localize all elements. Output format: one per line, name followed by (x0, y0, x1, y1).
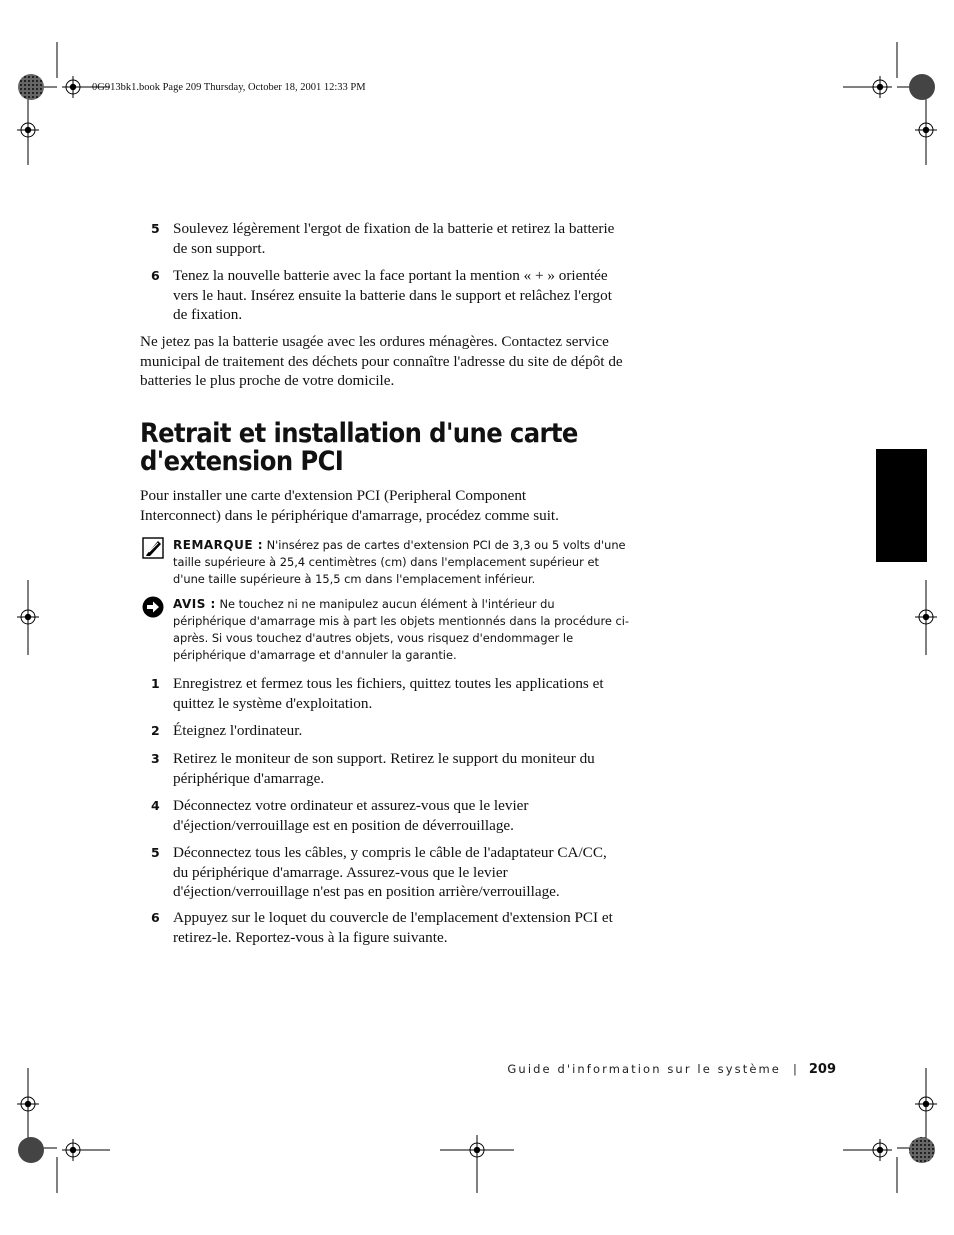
note-text: N'insérez pas de cartes d'extension PCI de 3,3 ou 5 volts d'une taille supérieure à 25,4 centimètres (cm) dans l'emplacement supérieur et d'une taille supérieure à 15,5 cm dans l'emplacement inférieur. (173, 538, 626, 586)
arrow-circle-icon (142, 596, 164, 618)
section-heading: Retrait et installation d'une carte d'extension PCI (140, 418, 578, 477)
step-number: 5 (151, 221, 160, 236)
step-text: Éteignez l'ordinateur. (173, 722, 303, 739)
note-callout (140, 537, 630, 588)
notice-text: Ne touchez ni ne manipulez aucun élément à l'intérieur du périphérique d'amarrage mis à part les objets mentionnés dans la procédure ci-après. Si vous touchez d'autres objets, vous risquez d'endommager le périphérique d'amarrage et d'annuler la garantie. (173, 597, 630, 662)
pencil-note-icon (142, 537, 164, 559)
step-text: Appuyez sur le loquet du couvercle de l'emplacement d'extension PCI et retirez-le. Reportez-vous à la figure suivante. (173, 909, 613, 946)
chapter-thumb-tab (876, 449, 927, 562)
page-footer (480, 1062, 836, 1077)
footer-separator: | (792, 1062, 797, 1076)
step-text: Enregistrez et fermez tous les fichiers, quittez toutes les applications et quittez le système d'exploitation. (173, 675, 604, 712)
list-item (140, 674, 620, 713)
list-item (140, 721, 620, 741)
step-number: 2 (151, 723, 160, 738)
print-header-info: 0G913bk1.book Page 209 Thursday, October 18, 2001 12:33 PM (92, 82, 366, 93)
note-label: REMARQUE : (173, 538, 264, 552)
step-number: 5 (151, 845, 160, 860)
step-text: Retirez le moniteur de son support. Retirez le support du moniteur du périphérique d'amarrage. (173, 750, 595, 787)
step-number: 6 (151, 268, 160, 283)
step-number: 1 (151, 676, 160, 691)
list-item (140, 843, 620, 902)
page-number: 209 (808, 1062, 836, 1077)
step-text: Déconnectez tous les câbles, y compris le câble de l'adaptateur CA/CC, du périphérique d'amarrage. Assurez-vous que le levier d'éjection/verrouillage n'est pas en position arrière/verrouillage. (173, 844, 607, 900)
step-number: 6 (151, 910, 160, 925)
step-number: 3 (151, 751, 160, 766)
list-item (140, 796, 620, 835)
footer-title: Guide d'information sur le système (507, 1062, 781, 1076)
step-text: Tenez la nouvelle batterie avec la face portant la mention « + » orientée vers le haut. Insérez ensuite la batterie dans le support et relâchez l'ergot de fixation. (173, 267, 612, 323)
notice-callout (140, 596, 630, 664)
step-text: Déconnectez votre ordinateur et assurez-vous que le levier d'éjection/verrouillage est en position de déverrouillage. (173, 797, 529, 834)
paragraph-disposal: Ne jetez pas la batterie usagée avec les ordures ménagères. Contactez service municipal de traitement des déchets pour connaître l'adresse du site de dépôt de batteries le plus proche de votre domicile. (140, 333, 623, 389)
list-item (140, 266, 620, 325)
list-item (140, 749, 620, 788)
section-intro: Pour installer une carte d'extension PCI (Peripheral Component Interconnect) dans le périphérique d'amarrage, procédez comme suit. (140, 487, 559, 524)
step-text: Soulevez légèrement l'ergot de fixation de la batterie et retirez la batterie de son support. (173, 220, 615, 257)
list-item (140, 219, 620, 258)
step-number: 4 (151, 798, 160, 813)
list-item (140, 908, 620, 947)
notice-label: AVIS : (173, 597, 216, 611)
